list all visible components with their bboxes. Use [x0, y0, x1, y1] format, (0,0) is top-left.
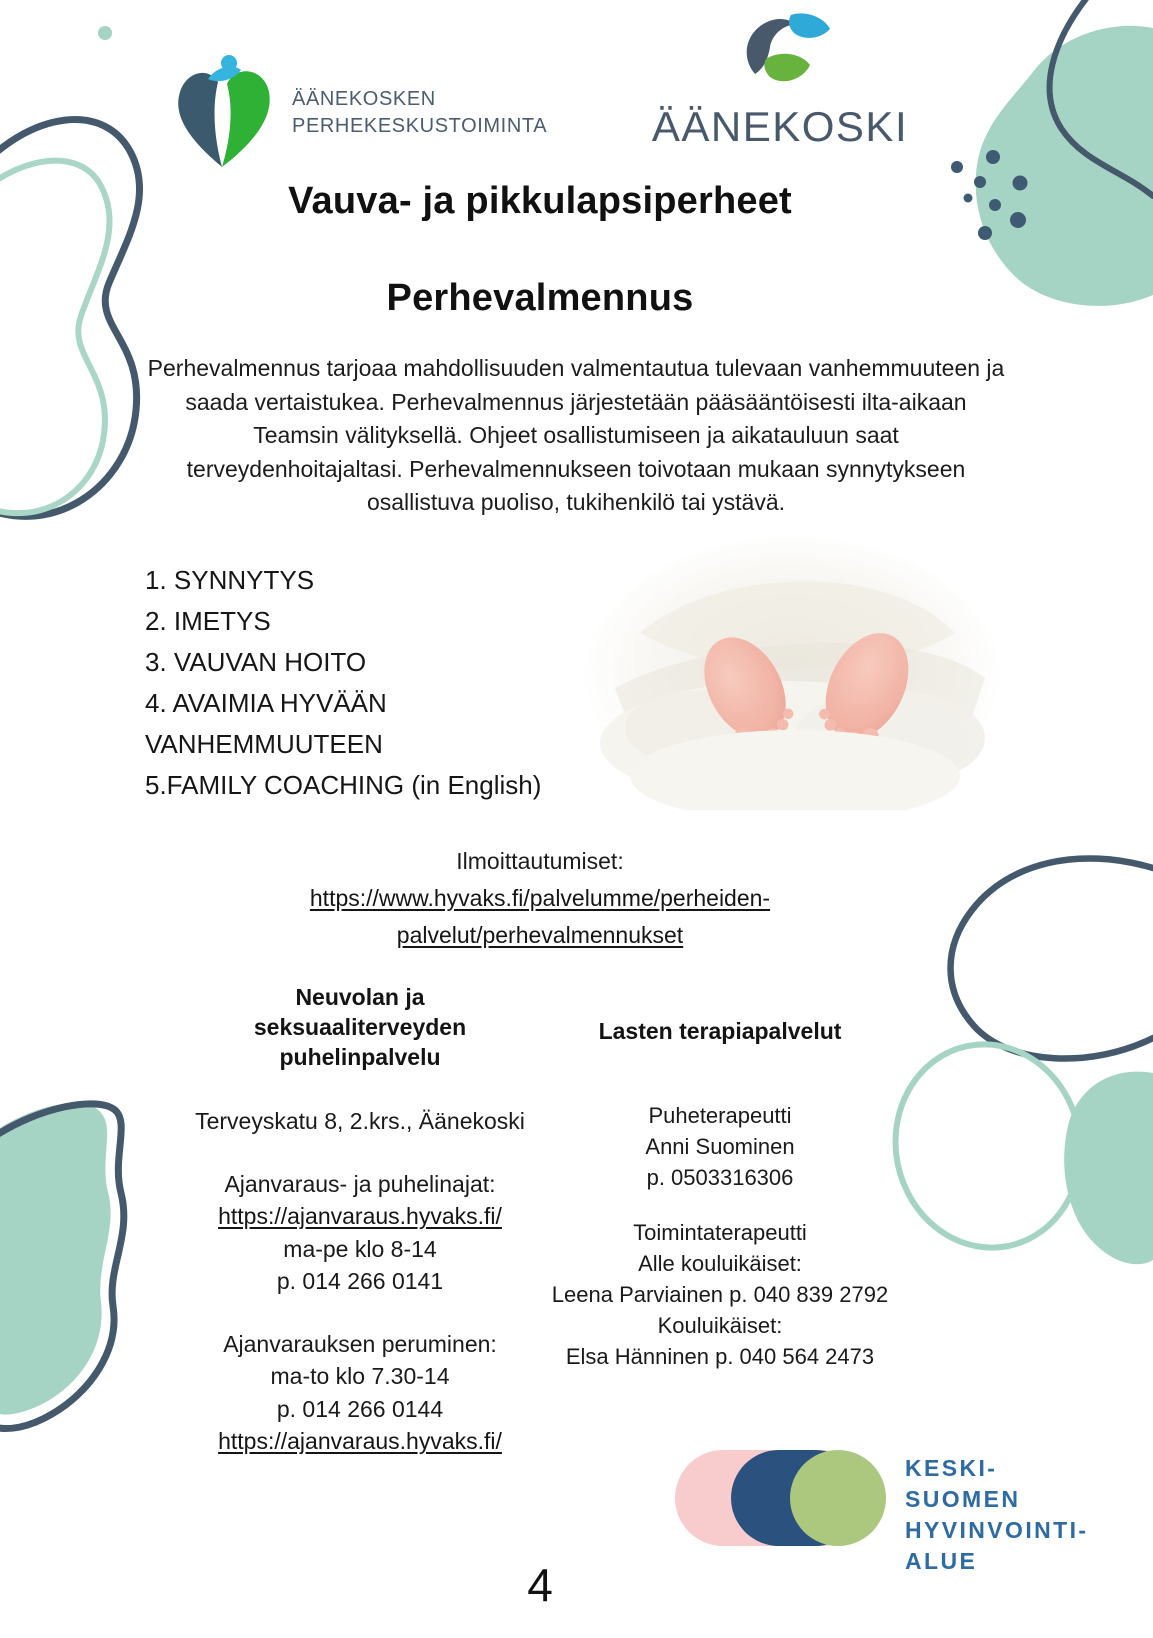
family-center-logo-line2: PERHEKESKUSTOIMINTA	[292, 115, 548, 137]
cancellation-hours: ma-to klo 7.30-14	[270, 1363, 450, 1389]
phone-services-details	[160, 1105, 560, 1458]
booking-phone: p. 014 266 0141	[276, 1268, 444, 1294]
therapy-services-details	[545, 1100, 895, 1372]
wellbeing-logo-line1: KESKI-	[905, 1455, 998, 1481]
registration-block	[230, 843, 850, 954]
wellbeing-logo-line2: SUOMEN	[905, 1486, 1021, 1512]
therapy-services-heading: Lasten terapiapalvelut	[598, 1018, 842, 1044]
topic-item-1: 1. SYNNYTYS	[145, 565, 315, 595]
city-logo	[620, 12, 940, 152]
family-center-logo	[172, 50, 592, 170]
booking-label: Ajanvaraus- ja puhelinajat:	[224, 1170, 496, 1197]
preschool-contact: Leena Parviainen p. 040 839 2792	[551, 1282, 889, 1307]
topic-item-2: 2. IMETYS	[145, 606, 271, 636]
wellbeing-logo-icon	[675, 1448, 890, 1553]
registration-link-line2[interactable]: palvelut/perhevalmennukset	[396, 922, 684, 948]
wellbeing-logo-line4: ALUE	[905, 1548, 978, 1574]
speech-therapist-title: Puheterapeutti	[648, 1103, 792, 1128]
preschool-label: Alle kouluikäiset:	[638, 1251, 802, 1276]
registration-link-line1[interactable]: https://www.hyvaks.fi/palvelumme/perheiden-	[309, 885, 771, 911]
bottom-left-teal-blob-decoration	[0, 1078, 185, 1443]
booking-link[interactable]: https://ajanvaraus.hyvaks.fi/	[218, 1203, 502, 1229]
page-subtitle: Perhevalmennus	[386, 277, 694, 319]
cancellation-phone: p. 014 266 0144	[276, 1395, 444, 1422]
family-center-logo-line1: ÄÄNEKOSKEN	[292, 88, 436, 110]
phone-services-heading: Neuvolan ja seksuaaliterveyden puhelinpalvelu	[253, 984, 467, 1070]
right-navy-outline-blob-decoration	[938, 838, 1153, 1073]
speech-therapist-phone: p. 0503316306	[646, 1165, 794, 1190]
school-label: Kouluikäiset:	[657, 1313, 783, 1338]
topic-item-5: 5.FAMILY COACHING (in English)	[145, 770, 542, 800]
registration-label: Ilmoittautumiset:	[456, 848, 624, 874]
right-mint-ring-and-blob-decoration	[888, 1028, 1153, 1278]
phone-services-address: Terveyskatu 8, 2.krs., Äänekoski	[195, 1108, 525, 1134]
topics-list	[145, 560, 595, 806]
wellbeing-area-logo	[675, 1448, 1105, 1574]
speech-therapist-name: Anni Suominen	[645, 1134, 795, 1159]
topic-item-3: 3. VAUVAN HOITO	[145, 647, 367, 677]
cancellation-label: Ajanvarauksen peruminen:	[223, 1330, 497, 1357]
small-mint-dot-decoration	[96, 24, 114, 42]
booking-hours: ma-pe klo 8-14	[283, 1235, 437, 1262]
city-logo-text: ÄÄNEKOSKI	[651, 103, 909, 150]
page-title: Vauva- ja pikkulapsiperheet	[288, 180, 792, 222]
family-heart-icon	[172, 52, 277, 170]
wellbeing-logo-line3: HYVINVOINTI-	[905, 1517, 1089, 1543]
school-contact: Elsa Hänninen p. 040 564 2473	[565, 1344, 875, 1369]
baby-feet-photo	[585, 538, 1000, 810]
family-center-logo-text	[292, 86, 547, 140]
city-logo-swoosh-icon	[725, 12, 835, 98]
topic-item-4: 4. AVAIMIA HYVÄÄN VANHEMMUUTEEN	[145, 688, 387, 759]
occupational-therapist-title: Toimintaterapeutti	[633, 1220, 807, 1245]
cancellation-link[interactable]: https://ajanvaraus.hyvaks.fi/	[218, 1428, 502, 1454]
page-number: 4	[527, 1559, 553, 1611]
intro-paragraph: Perhevalmennus tarjoaa mahdollisuuden valmentautua tulevaan vanhemmuuteen ja saada vertaistukea. Perhevalmennus järjestetään pääsääntöisesti ilta-aikaan Teamsin välityksellä. Ohjeet osallistumiseen ja aikatauluun saat terveydenhoitajaltasi. Perhevalmennukseen toivotaan mukaan synnytykseen osallistuva puoliso, tukihenkilö tai ystävä.	[147, 355, 1005, 515]
